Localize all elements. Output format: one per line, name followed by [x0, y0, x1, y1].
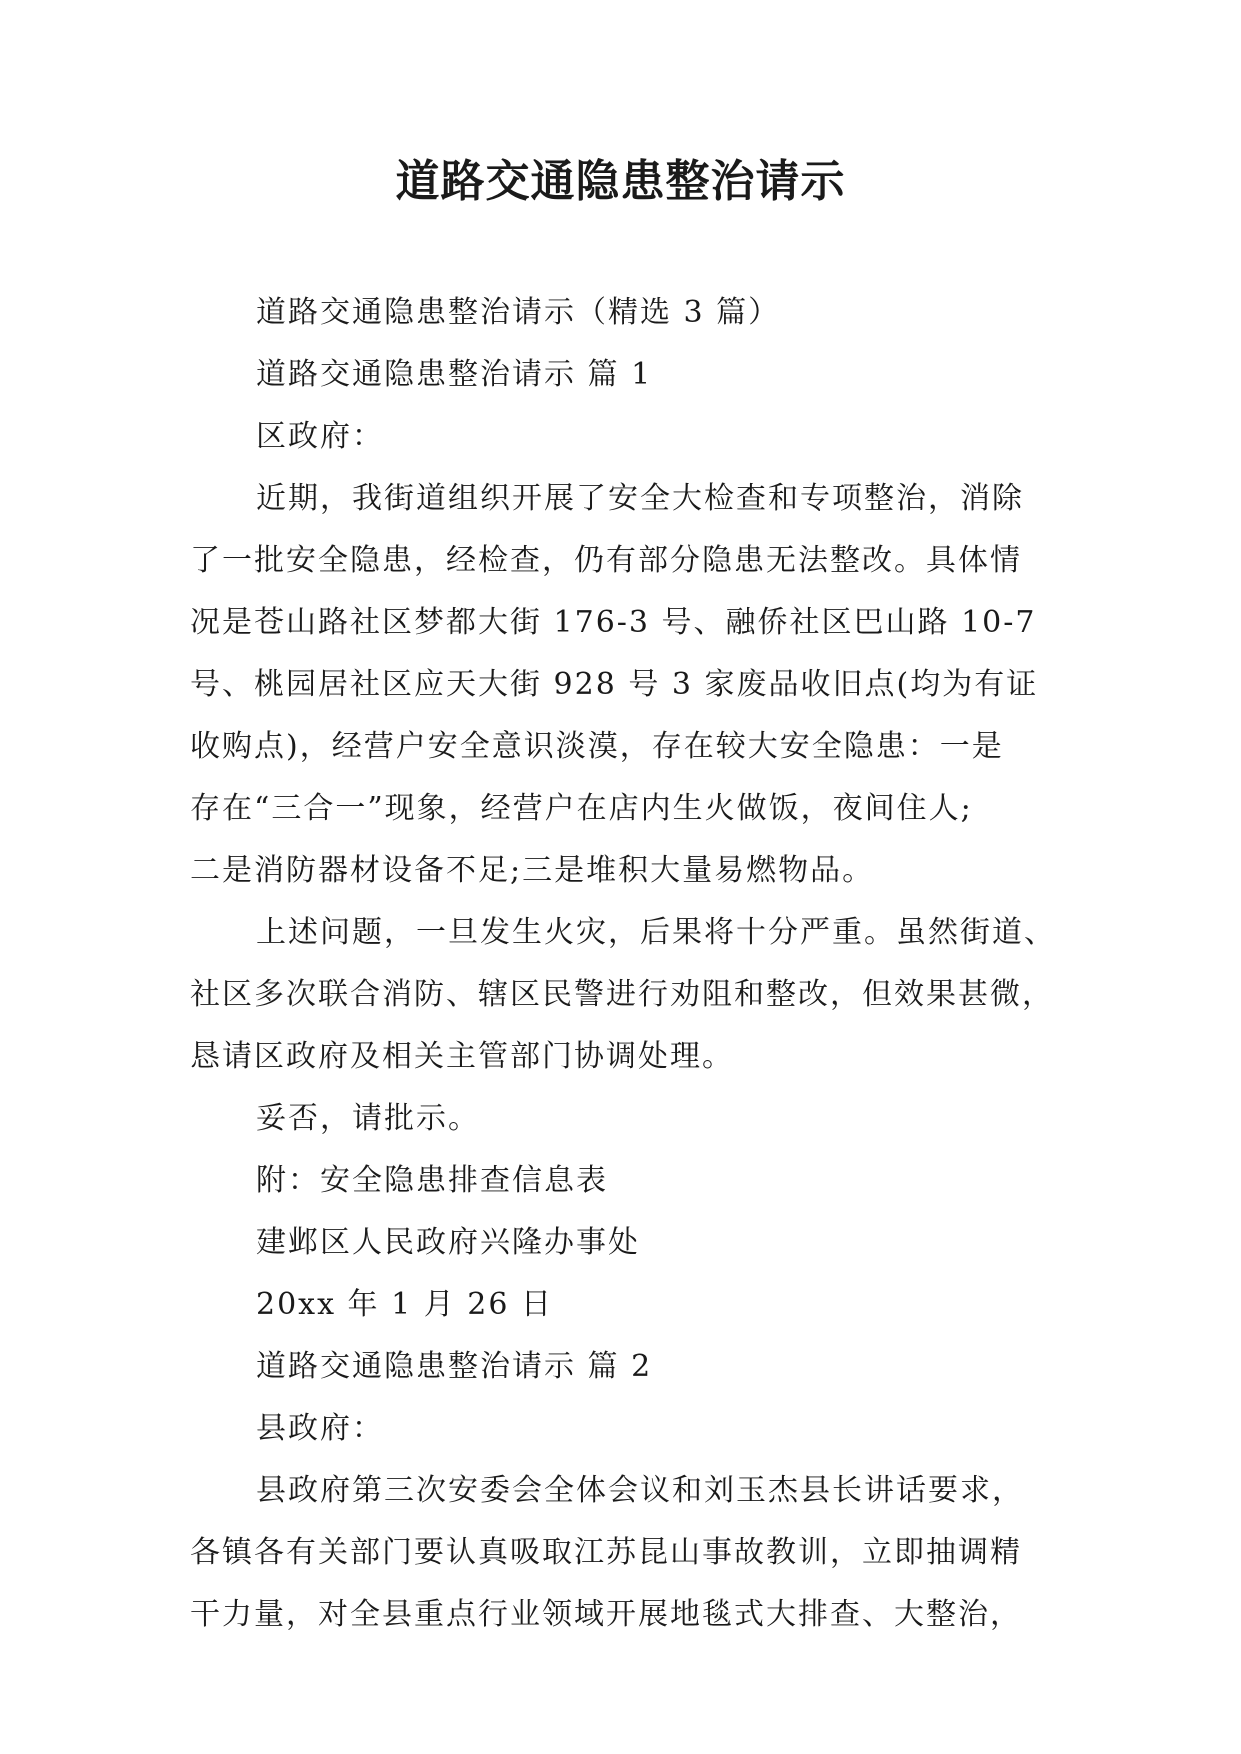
body-line: 存在“三合一”现象，经营户在店内生火做饭，夜间住人; — [190, 791, 973, 826]
body-line: 道路交通隐患整治请示 篇 2 — [256, 1349, 653, 1384]
body-line: 号、桃园居社区应天大街 928 号 3 家废品收旧点(均为有证 — [190, 667, 1039, 702]
body-line: 道路交通隐患整治请示（精选 3 篇） — [256, 295, 781, 330]
body-line: 各镇各有关部门要认真吸取江苏昆山事故教训，立即抽调精 — [190, 1535, 1022, 1570]
body-line: 妥否，请批示。 — [256, 1101, 480, 1136]
body-line: 收购点)，经营户安全意识淡漠，存在较大安全隐患：一是 — [190, 729, 1004, 764]
body-line: 县政府第三次安委会全体会议和刘玉杰县长讲话要求， — [256, 1473, 1024, 1508]
body-line: 县政府： — [256, 1411, 384, 1446]
body-line: 近期，我街道组织开展了安全大检查和专项整治，消除 — [256, 481, 1024, 516]
body-line: 附：安全隐患排查信息表 — [256, 1163, 608, 1198]
body-line: 恳请区政府及相关主管部门协调处理。 — [190, 1039, 734, 1074]
body-line: 建邺区人民政府兴隆办事处 — [256, 1225, 640, 1260]
body-line: 道路交通隐患整治请示 篇 1 — [256, 357, 653, 392]
body-line: 上述问题，一旦发生火灾，后果将十分严重。虽然街道、 — [256, 915, 1056, 950]
body-line: 干力量，对全县重点行业领域开展地毯式大排查、大整治， — [190, 1597, 1022, 1632]
body-line: 社区多次联合消防、辖区民警进行劝阻和整改，但效果甚微， — [190, 977, 1054, 1012]
document-title: 道路交通隐患整治请示 — [395, 156, 846, 207]
document-body — [190, 282, 1056, 1646]
body-line: 区政府： — [256, 419, 384, 454]
body-line: 20xx 年 1 月 26 日 — [256, 1287, 553, 1322]
body-line: 了一批安全隐患，经检查，仍有部分隐患无法整改。具体情 — [190, 543, 1022, 578]
body-line: 况是苍山路社区梦都大街 176-3 号、融侨社区巴山路 10-7 — [190, 605, 1037, 640]
body-line: 二是消防器材设备不足;三是堆积大量易燃物品。 — [190, 853, 875, 888]
